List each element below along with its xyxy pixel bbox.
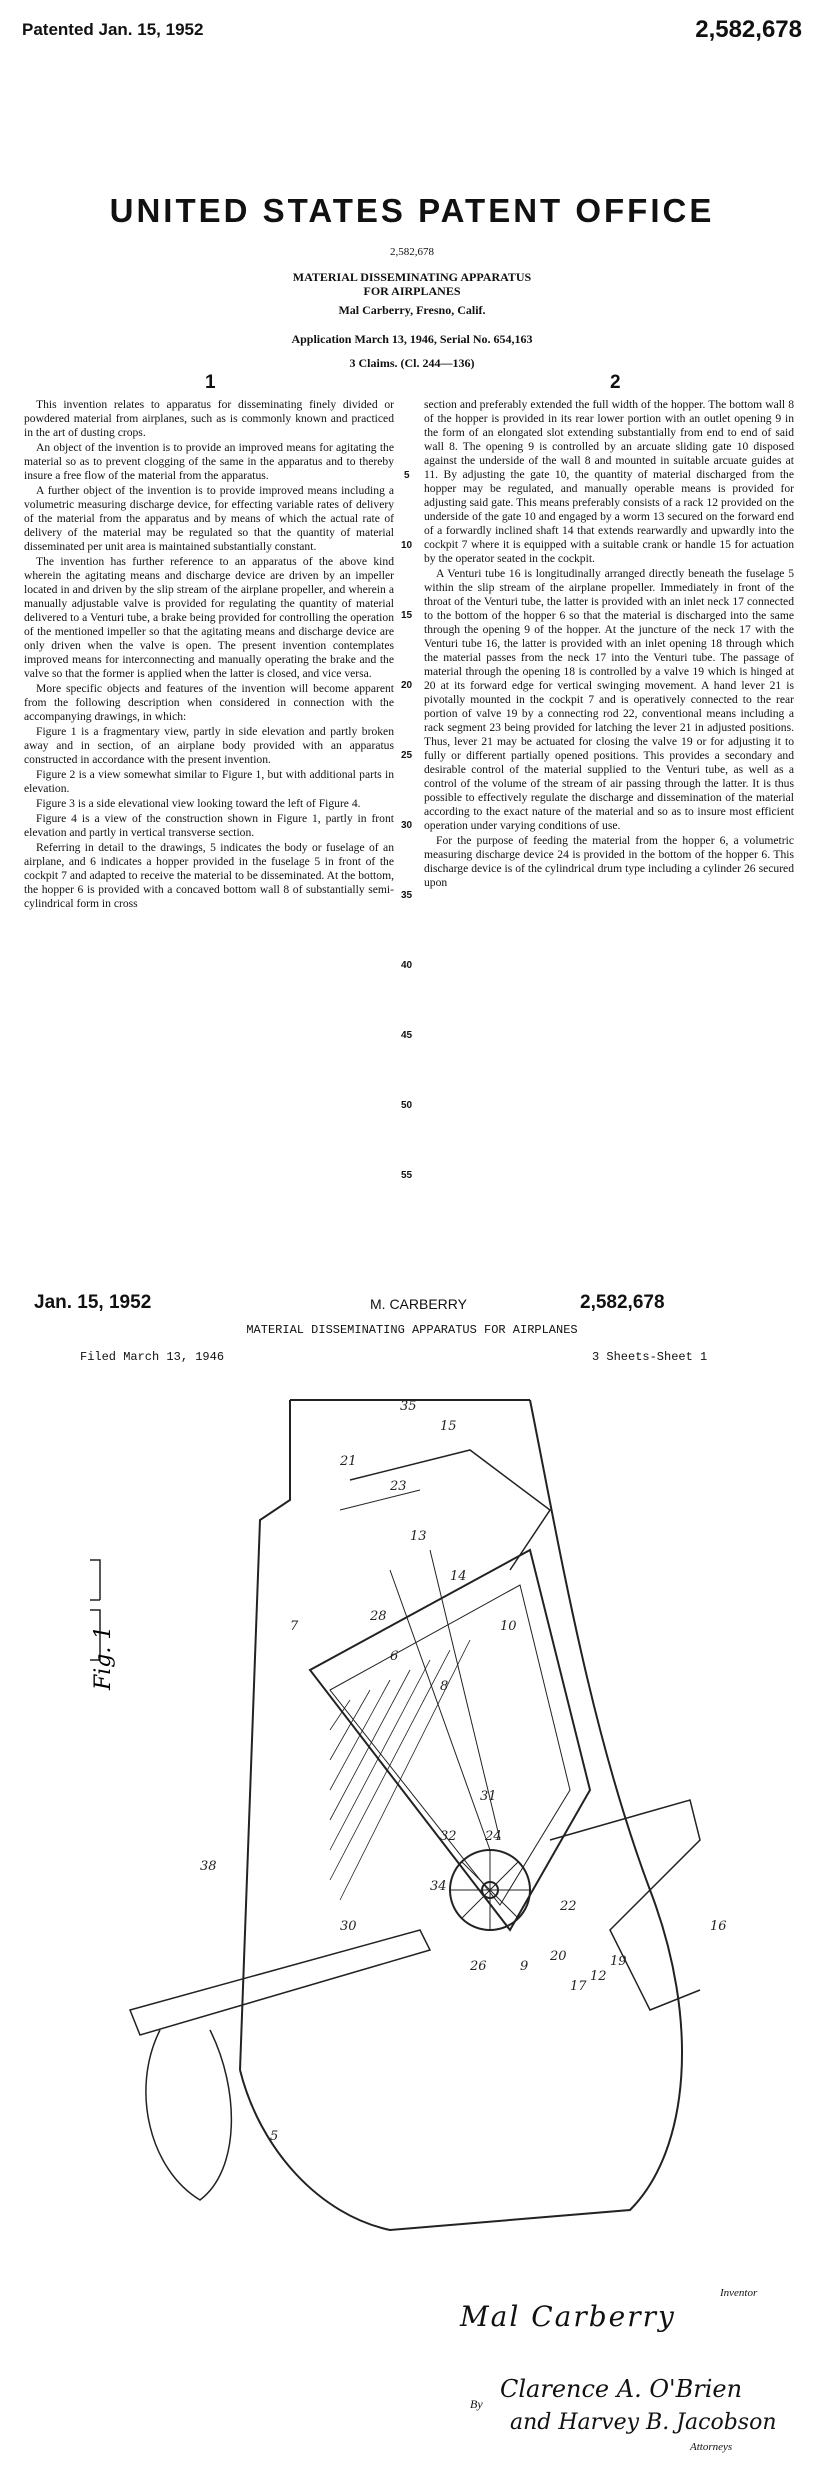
ref-numeral: 22 [560, 1899, 577, 1914]
ref-numeral: 17 [570, 1979, 587, 1994]
line-number: 30 [401, 820, 413, 831]
ref-numeral: 21 [340, 1454, 357, 1469]
line-number: 40 [401, 960, 413, 971]
ref-numeral: 12 [590, 1969, 607, 1984]
ref-numeral: 38 [200, 1859, 217, 1874]
ref-numeral: 31 [480, 1789, 497, 1804]
figure-label: Fig. 1 [91, 1625, 116, 1690]
title-line-2: FOR AIRPLANES [363, 284, 461, 298]
paragraph: A Venturi tube 16 is longitudinally arranged directly beneath the fuselage 5 within the slip stream of the airplane propeller. Immediately in front of the throat of the Venturi tube, the latter is provided with an inlet neck 17 connected to the bottom of the hopper 6 so that the material is discharged into the same through the opening 9 of the hopper. At the juncture of the neck 17 with the Venturi tube 16, the latter is provided with an inlet opening 18 through which the material passes from the neck 17 into the Venturi tube. The passage of material through the opening 18 is controlled by a valve 19 which is hinged at 20 at its forward edge for vertical swinging movement. A hand lever 21 is pivotally mounted in the cockpit 7 and is operatively connected to the rear portion of valve 19 by a connecting rod 22, conventional means including a rack segment 23 being provided for latching the lever 21 in adjusted positions. Thus, lever 21 may be actuated for closing the valve 19 or for adjusting it to fully or different partially opened positions. This provides a secondary and desirable control of the material supplied to the Venturi tube, as well as a control of the volume of the stream of air passing through the latter. It is thus possible to effectively regulate the discharge and dissemination of the material according to the exact nature of the material and so as to insure most efficient operation under varying conditions of use. [424, 567, 794, 832]
line-number: 15 [401, 610, 413, 621]
inventor-signature: Mal Carberry [460, 2300, 676, 2333]
ref-numeral: 26 [470, 1959, 487, 1974]
paragraph: Figure 1 is a fragmentary view, partly in side elevation and partly broken away and in section, of an airplane body provided with an apparatus constructed in accordance with the present invention. [24, 725, 394, 766]
ref-numeral: 30 [340, 1919, 357, 1934]
ref-numeral: 19 [610, 1954, 627, 1969]
ref-numeral: 16 [710, 1919, 727, 1934]
sheet-count: 3 Sheets-Sheet 1 [592, 1350, 708, 1364]
claims-line: 3 Claims. (Cl. 244—136) [349, 356, 475, 370]
ref-numeral: 35 [400, 1399, 417, 1414]
inventor-line: Mal Carberry, Fresno, Calif. [338, 303, 486, 317]
filed-date: Filed March 13, 1946 [80, 1350, 225, 1364]
paragraph: Figure 2 is a view somewhat similar to Figure 1, but with additional parts in elevation. [24, 768, 394, 795]
paragraph: Figure 3 is a side elevational view looking toward the left of Figure 4. [36, 797, 361, 810]
column-1 [24, 398, 394, 912]
paragraph: This invention relates to apparatus for disseminating finely divided or powdered material from airplanes, such as is commonly known and practiced in the art of dusting crops. [24, 398, 394, 439]
fuselage-left-edge [240, 1400, 290, 2070]
sheet-patent-number: 2,582,678 [580, 1292, 665, 1313]
line-number: 55 [401, 1170, 413, 1181]
paragraph: Figure 4 is a view of the construction shown in Figure 1, partly in front elevation and partly in vertical transverse section. [24, 812, 394, 839]
ref-numeral: 10 [500, 1619, 517, 1634]
line-number: 20 [401, 680, 413, 691]
patent-title [0, 270, 824, 298]
patent-number: 2,582,678 [695, 16, 802, 43]
attorney-signature-2: and Harvey B. Jacobson [510, 2410, 777, 2435]
ref-numeral: 14 [450, 1569, 467, 1584]
hopper [310, 1550, 590, 1930]
column-2 [424, 398, 794, 891]
by-label: By [470, 2397, 483, 2411]
line-number: 50 [401, 1100, 413, 1111]
paragraph: A further object of the invention is to provide improved means including a volumetric measuring discharge device, for effecting variable rates of delivery of the material from the apparatus and by means of which the actual rate of delivery of the material may be regulated so that the quantity of material disseminated per unit area is maintained substantially constant. [24, 484, 394, 553]
paragraph: For the purpose of feeding the material from the hopper 6, a volumetric measuring discharge device 24 is provided in the bottom of the hopper 6. This discharge device is of the cylindrical drum type including a cylinder 26 secured upon [424, 834, 794, 889]
hatching [330, 1640, 470, 1900]
ref-numeral: 13 [410, 1529, 427, 1544]
ref-numeral: 20 [550, 1949, 567, 1964]
fuselage-outline [240, 1400, 682, 2230]
patent-drawing [90, 1370, 750, 2240]
paragraph: section and preferably extended the full width of the hopper. The bottom wall 8 of the hopper is provided in its rear lower portion with an outlet opening 9 in the form of an elongated slot extending substantially from end to end of said wall 8. The opening 9 is controlled by an arcuate sliding gate 10 disposed against the underside of the wall 8 and mounted in suitable arcuate guides at 11. By adjusting the gate 10, the quantity of material discharged from the hopper may be regulated, and manually operable means is provided for adjusting said gate. This means preferably consists of a rack 12 provided on the underside of the gate 10 and engaged by a worm 13 secured on the forward end of a forwardly inclined shaft 14 that extends rearwardly and upwardly into the cockpit 7 where it is equipped with a suitable crank or handle 15 for actuation by the operator seated in the cockpit. [424, 398, 794, 565]
column-number-1: 1 [205, 372, 216, 393]
paragraph: The invention has further reference to an apparatus of the above kind wherein the agitating means and discharge device are driven by an impeller located in and driven by the slip stream of the airplane propeller, and wherein a manually adjustable valve is provided for regulating the quantity of material delivered to a Venturi tube, a brake being provided for controlling the operation of the mentioned impeller so that the agitating means and discharge device are only driven when the valve is open. The present invention contemplates improved means for interconnecting and manually operating the brake and the valve so that the former is applied when the latter is closed, and vice versa. [24, 555, 394, 680]
line-number: 45 [401, 1030, 413, 1041]
attorney-signature-1: Clarence A. O'Brien [500, 2375, 743, 2403]
ref-numeral: 8 [440, 1679, 449, 1694]
sheet-inventor: M. CARBERRY [370, 1296, 467, 1312]
ref-numeral: 23 [390, 1479, 407, 1494]
inventor-label: Inventor [720, 2287, 758, 2299]
landing-gear [146, 2030, 231, 2200]
ref-numeral: 24 [485, 1829, 502, 1844]
control-rods [340, 1490, 500, 1850]
paragraph: Referring in detail to the drawings, 5 indicates the body or fuselage of an airplane, and 6 indicates a hopper provided in the fuselage 5 in front of the cockpit 7 and adapted to receive the material to be disseminated. At the bottom, the hopper 6 is provided with a concaved bottom wall 8 of substantially semi-cylindrical form in cross [24, 841, 394, 910]
ref-numeral: 6 [390, 1649, 399, 1664]
patented-date: Patented Jan. 15, 1952 [22, 20, 204, 39]
line-number: 10 [401, 540, 413, 551]
ref-numeral: 34 [430, 1879, 447, 1894]
paragraph: An object of the invention is to provide an improved means for agitating the material so as to prevent clogging of the same in the apparatus and to thereby insure a free flow of the material from the apparatus. [24, 441, 394, 482]
ref-numeral: 7 [290, 1619, 299, 1634]
patent-number-small: 2,582,678 [390, 246, 434, 258]
attorneys-label: Attorneys [690, 2441, 733, 2453]
ref-numeral: 15 [440, 1419, 457, 1434]
wing-strut [130, 1930, 430, 2035]
office-title: UNITED STATES PATENT OFFICE [109, 192, 715, 229]
ref-numeral: 9 [520, 1959, 529, 1974]
line-number: 25 [401, 750, 413, 761]
sheet-title: MATERIAL DISSEMINATING APPARATUS FOR AIRPLANES [246, 1323, 578, 1337]
ref-numeral: 28 [370, 1609, 387, 1624]
column-number-2: 2 [610, 372, 621, 393]
application-line: Application March 13, 1946, Serial No. 654,163 [291, 332, 533, 346]
drum-vanes [450, 1850, 530, 1930]
paragraph: More specific objects and features of the invention will become apparent from the following description when considered in connection with the accompanying drawings, in which: [24, 682, 394, 723]
sheet-date: Jan. 15, 1952 [34, 1292, 152, 1313]
ref-numeral: 32 [440, 1829, 457, 1844]
line-number: 35 [401, 890, 413, 901]
cockpit-frame [350, 1450, 550, 1570]
title-line-1: MATERIAL DISSEMINATING APPARATUS [292, 270, 532, 284]
line-number: 5 [404, 470, 410, 481]
ref-numeral: 5 [270, 2129, 279, 2144]
